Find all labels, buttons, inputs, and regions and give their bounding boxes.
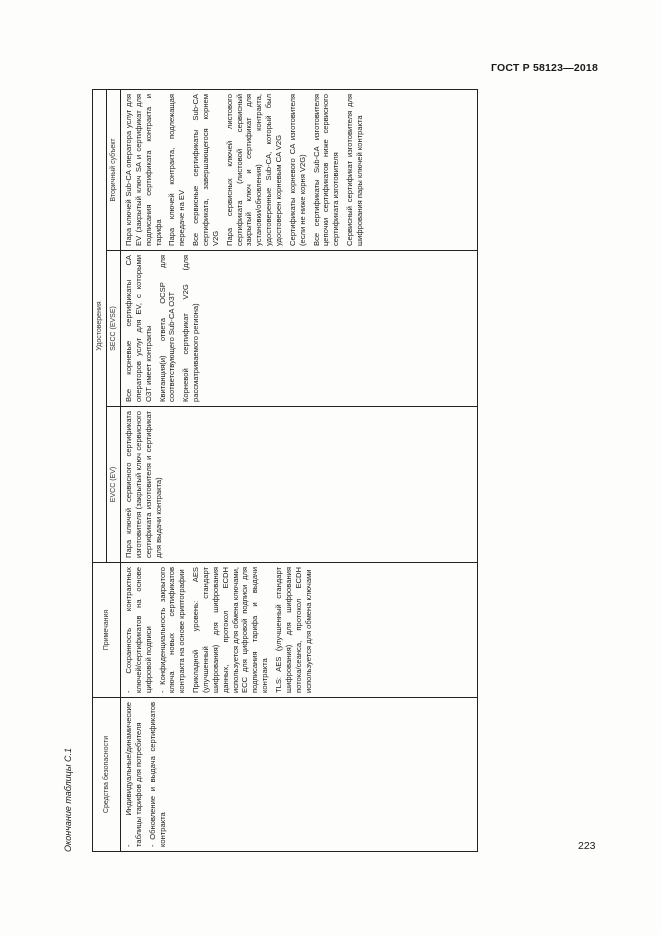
cell-secondary — [121, 89, 478, 250]
cell-paragraph: Сертификаты корневого CA изготовителя (если не ниже корня V2G) — [287, 93, 307, 246]
cell-paragraph: Квитанция(и) ответа OCSP для соответствующего Sub-CA ОЗТ — [157, 255, 177, 402]
cell-paragraph: Пара сервисных ключей листового сертификата (листовой сервисный закрытый ключ и сертификат для установки/обновления) контракта, удостоверенные Sub-CA, который был удостоверен корневым CA V2G — [224, 93, 284, 246]
document-header: ГОСТ Р 58123—2018 — [490, 62, 598, 74]
table-row — [121, 89, 478, 851]
cell-secc — [121, 251, 478, 407]
cell-paragraph: TLS: AES (улучшенный стандарт шифрования) для шифрования потока/сеанса, протокол ECDH используется для обмена ключами — [274, 567, 313, 693]
cell-means — [121, 698, 478, 852]
header-secondary: Вторичный субъект — [107, 89, 121, 250]
header-secc: SECC (EVSE) — [107, 251, 121, 407]
rotated-table-section — [60, 90, 478, 852]
cell-paragraph: Пара ключей Sub-CA оператора услуг для EV (закрытый ключ SA и сертификат для подписания сертификата контракта и тарифа — [124, 93, 163, 246]
page-number: 223 — [578, 840, 596, 852]
cell-paragraph: Пара ключей контракта, подлежащая передаче на EV — [167, 93, 187, 246]
cell-paragraph: Сервисный сертификат изготовителя для шифрования пары ключей контракта — [345, 93, 365, 246]
header-certificates: Удостоверения — [93, 89, 107, 562]
cell-paragraph: Все корневые сертификаты CA операторов услуг для EV, с которыми ОЗТ имеет контракты — [124, 255, 153, 402]
header-notes: Примечания — [93, 563, 121, 698]
cell-notes — [121, 563, 478, 698]
cell-paragraph: Корневой сертификат V2G (для рассматриваемого региона) — [181, 255, 201, 402]
cell-paragraph: - Обновление и выдача сертификатов контракта — [147, 702, 167, 847]
cell-paragraph: Все сервисные сертификаты Sub-CA сертификата, завершающегося корнем V2G — [191, 93, 220, 246]
cell-paragraph: Все сертификаты Sub-CA изготовителя цепочки сертификатов ниже сервисного сертификата изготовителя — [311, 93, 341, 246]
cell-paragraph: Пара ключей сервисного сертификата изготовителя (закрытый ключ сервисного сертификата изготовителя и сертификат для выдачи контракта) — [124, 411, 163, 558]
cell-paragraph: - Сохранность контрактных ключей/сертификатов на основе цифровой подписи — [124, 567, 153, 693]
cell-paragraph: Прикладной уровень: AES (улучшенный стандарт шифрования) для шифрования данных, протокол ECDH используется для обмена ключами, ECC для цифровой подписи для подписания тарифа и выдачи контракта — [191, 567, 270, 693]
table-caption: Окончание таблицы С.1 — [63, 748, 73, 852]
security-table — [92, 89, 478, 852]
cell-paragraph: - Конфиденциальность закрытого ключа новых сертификатов контракта на основе криптографии — [157, 567, 187, 693]
header-means: Средства безопасности — [93, 698, 121, 852]
cell-paragraph: - Индивидуальные/динамические таблицы тарифов для потребителя — [124, 702, 143, 847]
header-evcc: EVCC (EV) — [107, 407, 121, 563]
cell-evcc — [121, 407, 478, 563]
